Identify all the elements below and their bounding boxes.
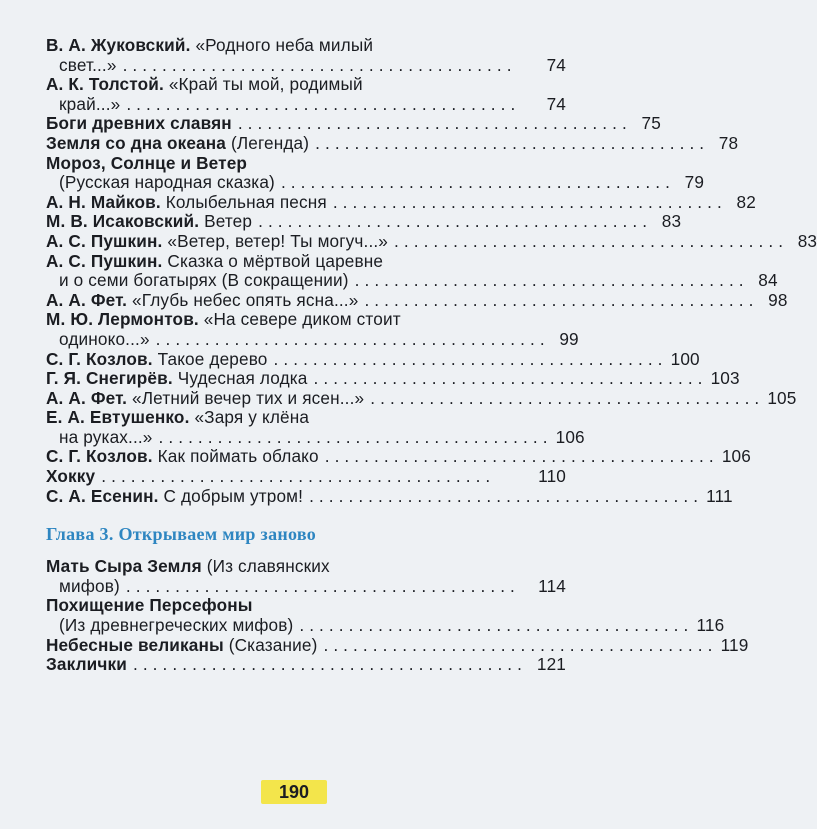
toc-entry: [46, 557, 566, 596]
author: А. К. Толстой.: [46, 74, 164, 95]
author: В. А. Жуковский.: [46, 35, 191, 55]
toc-entry: [46, 211, 682, 232]
toc-entry: [46, 309, 579, 349]
title: Сказка о мёртвой царевне: [167, 250, 384, 271]
toc-entry: [46, 132, 739, 154]
title: С добрым утром!: [163, 485, 304, 506]
toc-entry: [46, 387, 797, 409]
dot-leader: . . . . . . . . . . . . . . . . . . . . . . . . . . . . . . . . . . . . . . . .: [126, 93, 516, 114]
author: А. А. Фет.: [46, 289, 128, 310]
toc-entry: [46, 36, 566, 75]
dot-leader: . . . . . . . . . . . . . . . . . . . . . . . . . . . . . . . . . . . . . . . .: [101, 466, 491, 487]
title-continuation: край...»: [59, 93, 121, 114]
title: Как поймать облако: [157, 446, 319, 467]
title: Чудесная лодка: [177, 368, 308, 389]
subtitle: (Из славянских: [206, 556, 330, 577]
dot-leader: . . . . . . . . . . . . . . . . . . . . . . . . . . . . . . . . . . . . . . . .: [158, 426, 548, 447]
toc-entry: [46, 467, 566, 487]
toc-entry: [46, 634, 749, 656]
page-number: 110: [538, 466, 566, 487]
dot-leader: . . . . . . . . . . . . . . . . . . . . . . . . . . . . . . . . . . . . . . . .: [299, 615, 689, 636]
title-continuation: и о семи богатырях (В сокращении): [59, 270, 349, 291]
subtitle: (Сказание): [228, 634, 318, 655]
title: Колыбельная песня: [165, 191, 327, 212]
title: «Родного неба милый: [195, 35, 374, 55]
toc-entry: [46, 348, 700, 370]
toc-entry: [46, 407, 585, 447]
page-number: 74: [546, 54, 566, 75]
toc-entry: [46, 655, 566, 675]
page-number: 119: [720, 634, 749, 655]
title-continuation: (Русская народная сказка): [59, 172, 275, 193]
page-number: 106: [721, 446, 751, 467]
dot-leader: . . . . . . . . . . . . . . . . . . . . . . . . . . . . . . . . . . . . . . . .: [155, 328, 545, 349]
toc-entry: [46, 191, 756, 213]
title-continuation: одиноко...»: [59, 328, 150, 349]
title: Такое дерево: [157, 348, 268, 369]
author: С. Г. Козлов.: [46, 446, 153, 467]
title-continuation: на руках...»: [59, 426, 153, 447]
dot-leader: . . . . . . . . . . . . . . . . . . . . . . . . . . . . . . . . . . . . . . . .: [258, 211, 648, 232]
dot-leader: . . . . . . . . . . . . . . . . . . . . . . . . . . . . . . . . . . . . . . . .: [370, 387, 760, 408]
page-number: 78: [718, 132, 739, 153]
title: Ветер: [204, 211, 253, 232]
toc-entry: [46, 250, 778, 291]
toc-entry: [46, 446, 751, 467]
toc-entry: [46, 485, 733, 507]
dot-leader: . . . . . . . . . . . . . . . . . . . . . . . . . . . . . . . . . . . . . . . .: [364, 289, 754, 310]
toc-entry: [46, 113, 661, 134]
author: М. В. Исаковский.: [46, 211, 200, 232]
dot-leader: . . . . . . . . . . . . . . . . . . . . . . . . . . . . . . . . . . . . . . . .: [237, 113, 627, 134]
dot-leader: . . . . . . . . . . . . . . . . . . . . . . . . . . . . . . . . . . . . . . . .: [324, 446, 714, 467]
page-number: 99: [559, 328, 579, 349]
page-number: 116: [696, 615, 725, 636]
author: Е. А. Евтушенко.: [46, 407, 190, 428]
title: Хокку: [46, 466, 96, 487]
author: М. Ю. Лермонтов.: [46, 309, 199, 330]
title: Мать Сыра Земля: [46, 556, 202, 577]
dot-leader: . . . . . . . . . . . . . . . . . . . . . . . . . . . . . . . . . . . . . . . .: [332, 191, 722, 212]
dot-leader: . . . . . . . . . . . . . . . . . . . . . . . . . . . . . . . . . . . . . . . .: [394, 230, 784, 251]
page-number: 103: [710, 368, 740, 389]
title: «Ветер, ветер! Ты могуч...»: [167, 230, 389, 251]
title: Похищение Персефоны: [46, 595, 253, 616]
toc-entry: [46, 289, 788, 311]
toc-entry: [46, 368, 740, 389]
dot-leader: . . . . . . . . . . . . . . . . . . . . . . . . . . . . . . . . . . . . . . . .: [280, 172, 671, 193]
toc-entry: [46, 75, 566, 114]
dot-leader: . . . . . . . . . . . . . . . . . . . . . . . . . . . . . . . . . . . . . . . .: [354, 270, 744, 291]
author: А. Н. Майков.: [46, 191, 161, 212]
page-number: 74: [546, 93, 566, 114]
title-continuation: (Из древнегреческих мифов): [59, 615, 294, 636]
chapter-heading: Глава 3. Открываем мир заново: [46, 524, 317, 545]
title: Боги древних славян: [46, 113, 232, 134]
title: «Летний вечер тих и ясен...»: [132, 387, 365, 408]
page-number: 106: [555, 426, 585, 447]
title: «Заря у клёна: [194, 407, 310, 428]
dot-leader: . . . . . . . . . . . . . . . . . . . . . . . . . . . . . . . . . . . . . . . .: [323, 634, 713, 655]
author: А. С. Пушкин.: [46, 230, 163, 251]
page-number: 79: [684, 172, 705, 193]
toc-entry: [46, 595, 725, 636]
title: «На севере диком стоит: [203, 309, 401, 330]
page-number: 83: [797, 230, 817, 251]
dot-leader: . . . . . . . . . . . . . . . . . . . . . . . . . . . . . . . . . . . . . . . .: [132, 654, 523, 675]
dot-leader: . . . . . . . . . . . . . . . . . . . . . . . . . . . . . . . . . . . . . . . .: [122, 54, 512, 75]
dot-leader: . . . . . . . . . . . . . . . . . . . . . . . . . . . . . . . . . . . . . . . .: [315, 132, 705, 153]
dot-leader: . . . . . . . . . . . . . . . . . . . . . . . . . . . . . . . . . . . . . . . .: [273, 348, 663, 369]
title-continuation: мифов): [59, 575, 120, 596]
page-number: 105: [767, 387, 797, 408]
subtitle: (Легенда): [230, 132, 310, 153]
author: А. С. Пушкин.: [46, 250, 163, 271]
table-of-contents: [46, 35, 817, 675]
page-number: 84: [758, 270, 778, 291]
author: С. Г. Козлов.: [46, 348, 153, 369]
page-number: 83: [661, 211, 682, 232]
page-number: 82: [736, 191, 756, 212]
title-continuation: свет...»: [59, 54, 117, 75]
page-number: 75: [641, 113, 661, 134]
author: А. А. Фет.: [46, 387, 128, 408]
toc-entry: [46, 152, 705, 193]
author: С. А. Есенин.: [46, 485, 159, 506]
page-number: 98: [768, 289, 788, 310]
title: Мороз, Солнце и Ветер: [46, 152, 248, 173]
toc-entry: [46, 230, 817, 252]
page-number: 100: [670, 348, 700, 369]
title: Небесные великаны: [46, 634, 224, 655]
page-number: 121: [536, 654, 566, 675]
dot-leader: . . . . . . . . . . . . . . . . . . . . . . . . . . . . . . . . . . . . . . . .: [125, 575, 515, 596]
title: «Край ты мой, родимый: [168, 74, 363, 95]
title: Заклички: [46, 654, 127, 675]
author: Г. Я. Снегирёв.: [46, 368, 173, 389]
dot-leader: . . . . . . . . . . . . . . . . . . . . . . . . . . . . . . . . . . . . . . . .: [309, 485, 699, 506]
title: «Глубь небес опять ясна...»: [132, 289, 359, 310]
page-number-badge: 190: [261, 780, 327, 804]
title: Земля со дна океана: [46, 132, 227, 153]
page-number: 111: [706, 485, 733, 506]
dot-leader: . . . . . . . . . . . . . . . . . . . . . . . . . . . . . . . . . . . . . . . .: [313, 368, 703, 389]
page-number: 114: [538, 575, 566, 596]
